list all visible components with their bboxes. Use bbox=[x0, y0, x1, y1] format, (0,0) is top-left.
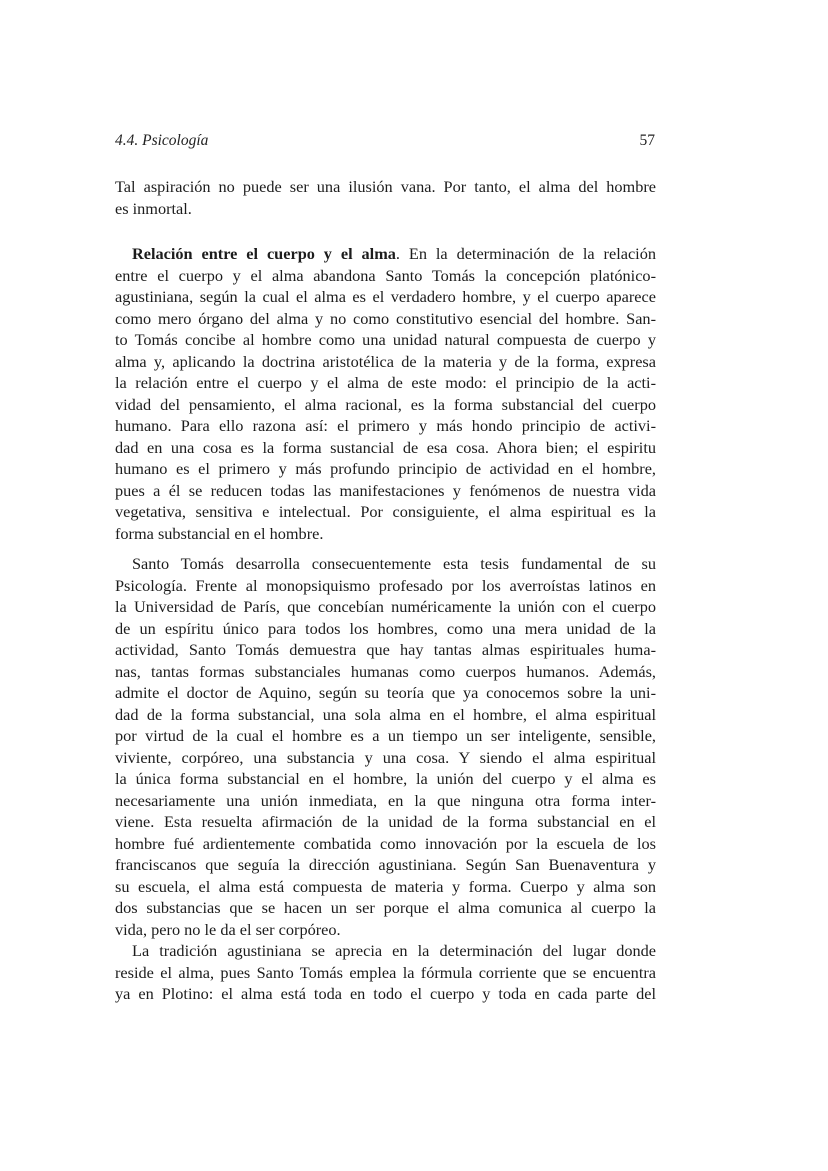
text-line: actividad, Santo Tomás demuestra que hay tantas almas espirituales huma- bbox=[115, 640, 656, 659]
paragraph-1 bbox=[115, 176, 656, 219]
text-line: agustiniana, según la cual el alma es el verdadero hombre, y el cuerpo aparece bbox=[115, 287, 656, 306]
text-line: como mero órgano del alma y no como constitutivo esencial del hombre. San- bbox=[115, 308, 656, 328]
text-line: dos substancias que se hacen un ser porque el alma comunica al cuerpo la bbox=[115, 898, 656, 917]
text-line: humano. Para ello razona así: el primero y más hondo principio de activi- bbox=[115, 416, 656, 435]
text-line: admite el doctor de Aquino, según su teoría que ya conocemos sobre la uni- bbox=[115, 683, 656, 702]
paragraph-heading: Relación entre el cuerpo y el alma bbox=[132, 244, 396, 263]
text-line: la Universidad de París, que concebían numéricamente la unión con el cuerpo bbox=[115, 597, 656, 616]
text-line: viene. Esta resuelta afirmación de la unidad de la forma substancial en el bbox=[115, 812, 656, 831]
text-line: Santo Tomás desarrolla consecuentemente esta tesis fundamental de su bbox=[132, 554, 656, 573]
text-line: viviente, corpóreo, una substancia y una cosa. Y siendo el alma espiritual bbox=[115, 747, 656, 767]
section-title: 4.4. Psicología bbox=[115, 132, 209, 149]
text-line: La tradición agustiniana se aprecia en la determinación del lugar donde bbox=[132, 941, 656, 960]
text-line: Tal aspiración no puede ser una ilusión vana. Por tanto, el alma del hombre bbox=[115, 177, 656, 196]
paragraph-4 bbox=[115, 940, 656, 1005]
text-line: vida, pero no le da el ser corpóreo. bbox=[115, 919, 341, 939]
text-line: humano es el primero y más profundo principio de actividad en el hombre, bbox=[115, 459, 656, 478]
text-line: vegetativa, sensitiva e intelectual. Por consiguiente, el alma espiritual es la bbox=[115, 502, 656, 521]
paragraph-2 bbox=[115, 243, 656, 544]
text-line: vidad del pensamiento, el alma racional, es la forma substancial del cuerpo bbox=[115, 394, 656, 414]
text-line: alma y, aplicando la doctrina aristotélica de la materia y de la forma, expresa bbox=[115, 351, 656, 371]
running-header bbox=[115, 132, 655, 154]
text-line: pues a él se reducen todas las manifestaciones y fenómenos de nuestra vida bbox=[115, 480, 656, 500]
text-line: Psicología. Frente al monopsiquismo profesado por los averroístas latinos en bbox=[115, 575, 656, 595]
paragraph-3 bbox=[115, 553, 656, 940]
text-line: entre el cuerpo y el alma abandona Santo Tomás la concepción platónico- bbox=[115, 265, 656, 285]
text-line: la única forma substancial en el hombre, la unión del cuerpo y el alma es bbox=[115, 769, 656, 788]
page-number: 57 bbox=[639, 132, 655, 149]
text-line: nas, tantas formas substanciales humanas como cuerpos humanos. Además, bbox=[115, 661, 656, 681]
text-line: to Tomás concibe al hombre como una unidad natural compuesta de cuerpo y bbox=[115, 330, 656, 349]
text-line: necesariamente una unión inmediata, en la que ninguna otra forma inter- bbox=[115, 790, 656, 810]
text-line: franciscanos que seguía la dirección agustiniana. Según San Buenaventura y bbox=[115, 855, 656, 874]
text-run: . En la determinación de la relación bbox=[395, 244, 656, 263]
text-line: dad de la forma substancial, una sola alma en el hombre, el alma espiritual bbox=[115, 704, 656, 724]
text-line: hombre fué ardientemente combatida como innovación por la escuela de los bbox=[115, 833, 656, 853]
text-line: dad en una cosa es la forma sustancial de esa cosa. Ahora bien; el espiritu bbox=[115, 437, 656, 457]
text-line bbox=[115, 243, 656, 265]
text-line: reside el alma, pues Santo Tomás emplea la fórmula corriente que se encuentra bbox=[115, 962, 656, 982]
text-line: de un espíritu único para todos los hombres, como una mera unidad de la bbox=[115, 618, 656, 638]
text-line: ya en Plotino: el alma está toda en todo el cuerpo y toda en cada parte del bbox=[115, 984, 656, 1003]
text-line: la relación entre el cuerpo y el alma de este modo: el principio de la acti- bbox=[115, 373, 656, 392]
text-line: su escuela, el alma está compuesta de materia y forma. Cuerpo y alma son bbox=[115, 876, 656, 896]
text-line: es inmortal. bbox=[115, 198, 192, 218]
text-line: forma substancial en el hombre. bbox=[115, 523, 324, 543]
text-line: por virtud de la cual el hombre es a un tiempo un ser inteligente, sensible, bbox=[115, 726, 656, 745]
